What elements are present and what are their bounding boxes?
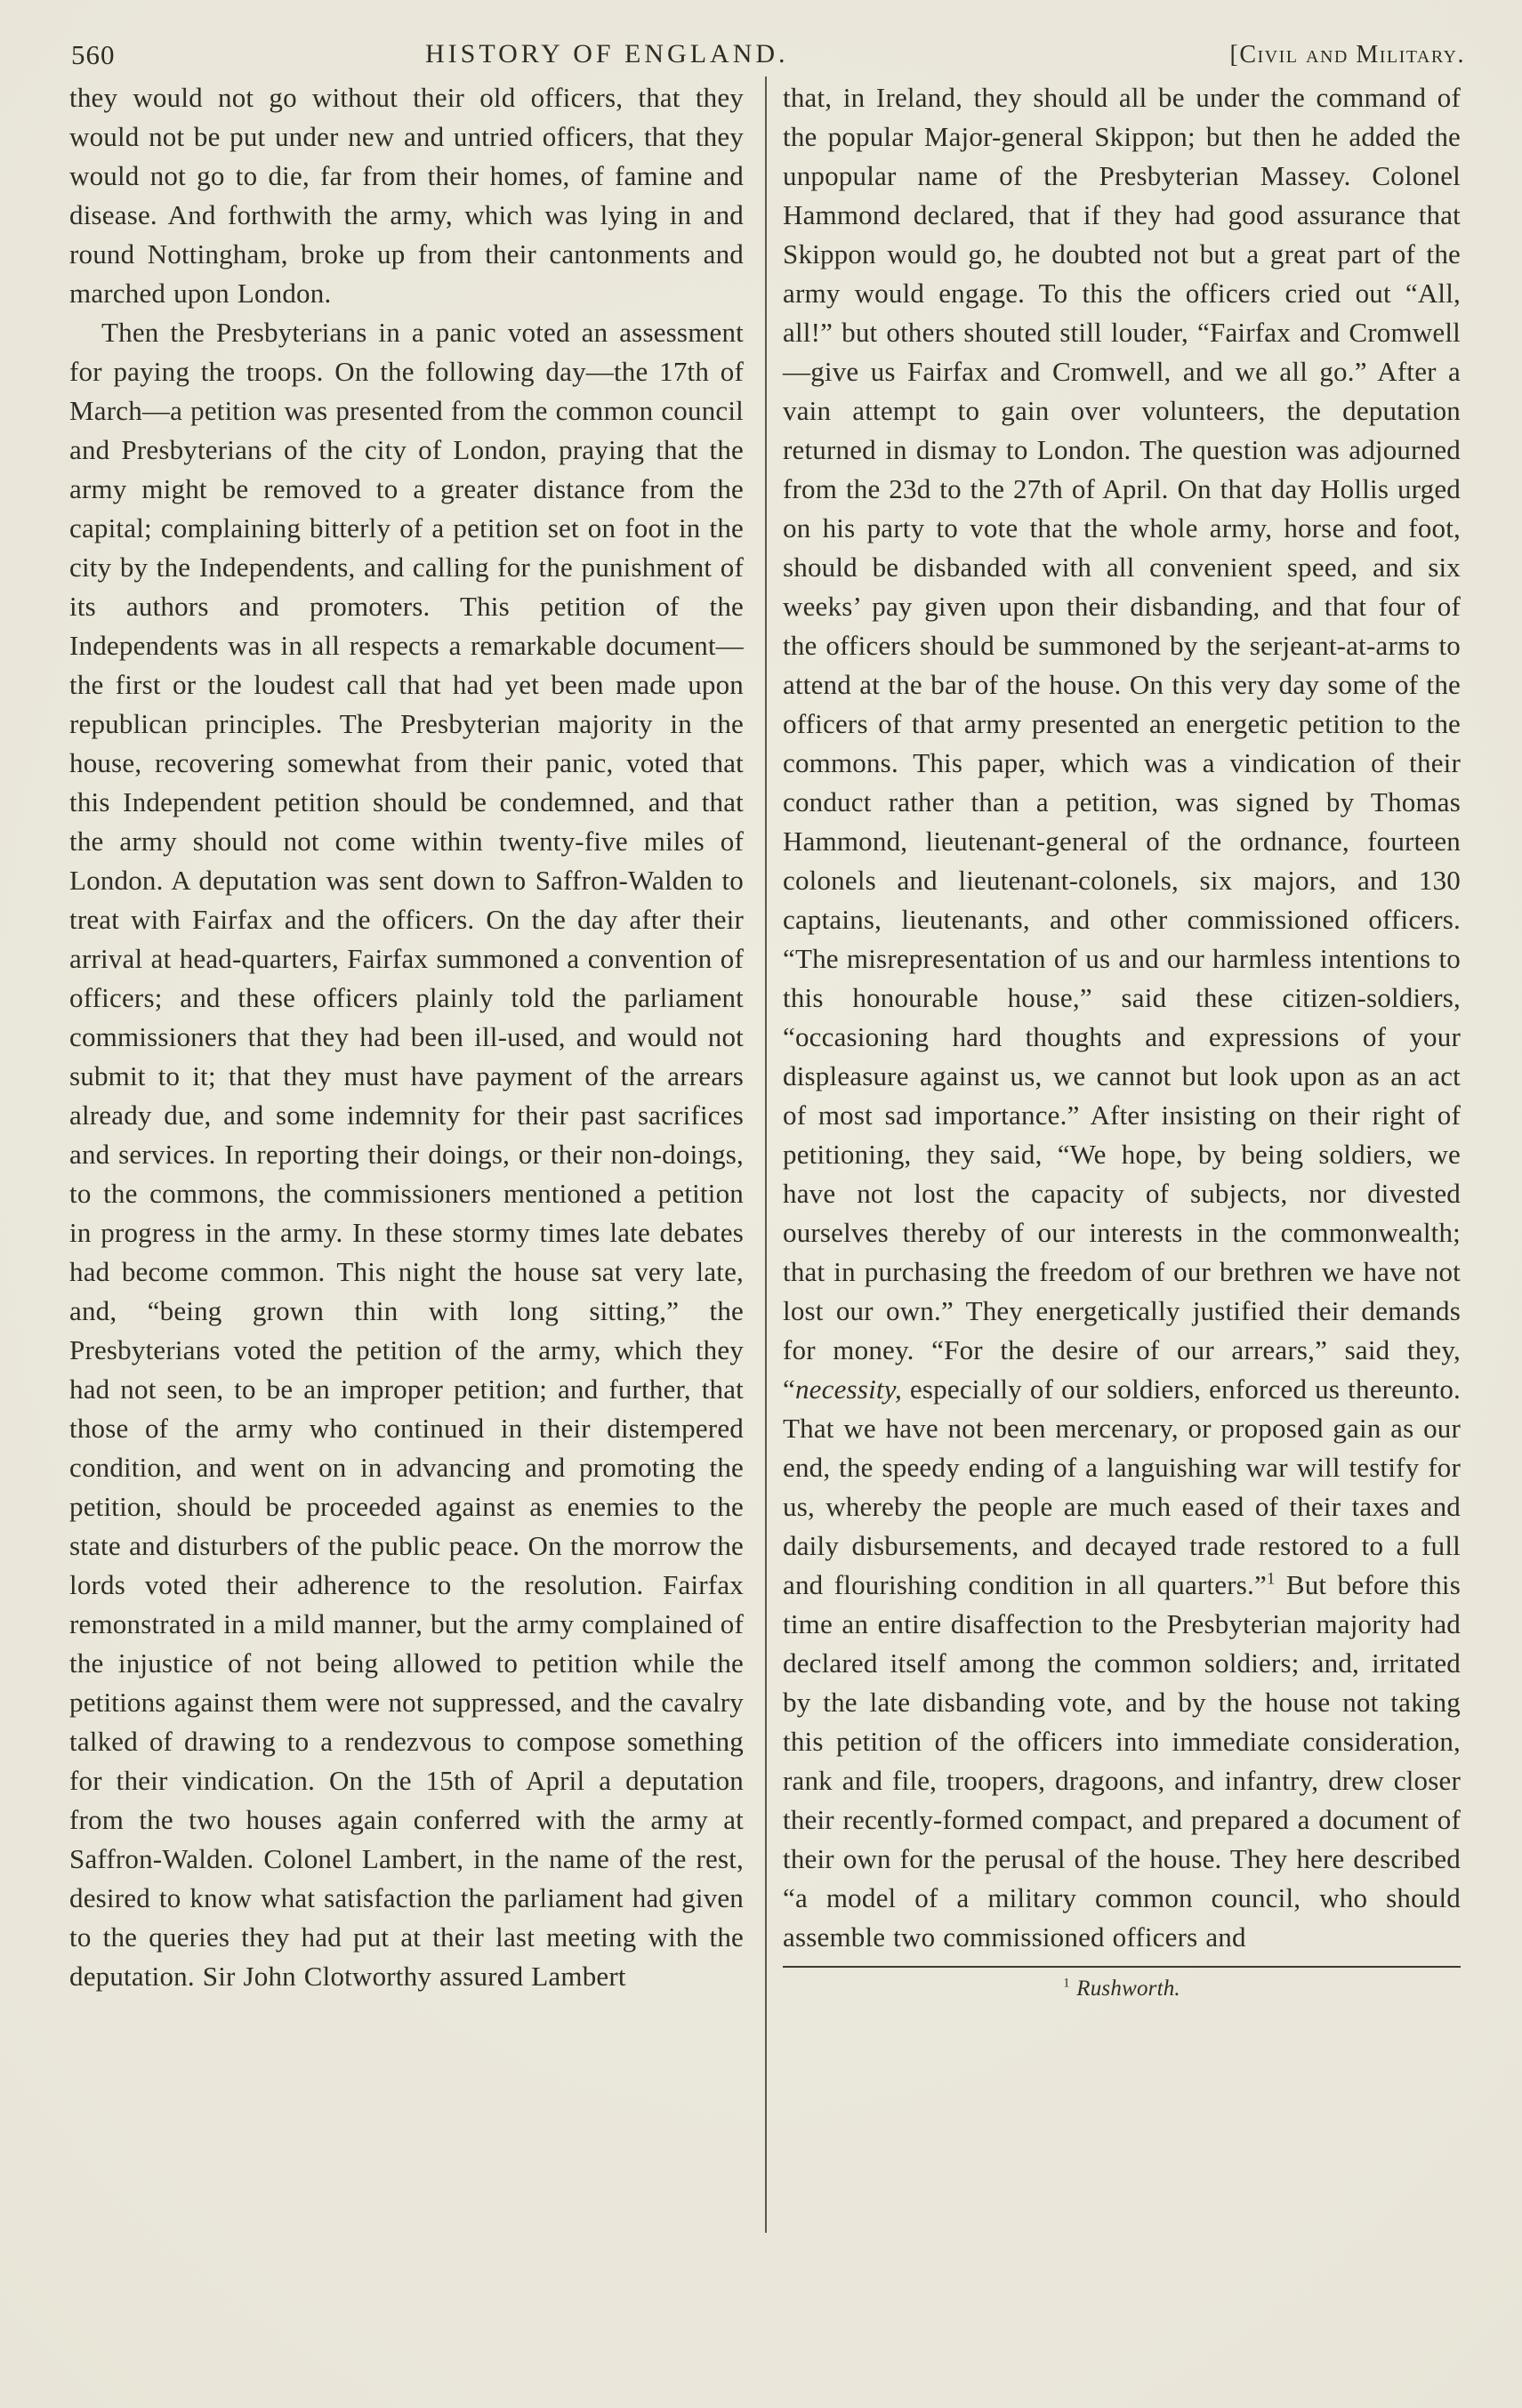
text-run: that, in Ireland, they should all be under the command of the popular Major-general Skippon; but then he added the unpopular name of the Presbyterian Massey. Colonel Hammond declared, that if they had good assurance that Skippon would go, he doubted not but a great part of the army would engage. To this the officers cried out “All, all!” but others shouted still louder, “Fairfax and Cromwell—give us Fairfax and Cromwell, and we all go.” After a vain attempt to gain over volunteers, the deputation returned in dismay to London. The question was adjourned from the 23d to the 27th of April. On that day Hollis urged on his party to vote that the whole army, horse and foot, should be disbanded with all convenient speed, and six weeks’ pay given upon their disbanding, and that four of the officers should be summoned by the serjeant-at-arms to attend at the bar of the house. On this very day some of the officers of that army presented an energetic petition to the commons. This paper, which was a vindication of their conduct rather than a petition, was signed by Thomas Hammond, lieutenant-general of the ordnance, fourteen colonels and lieutenant-colonels, six majors, and 130 captains, lieutenants, and other commissioned officers. “The misrepresentation of us and our harmless intentions to this honourable house,” said these citizen-soldiers, “occasioning hard thoughts and expressions of your displeasure against us, we cannot but look upon as an act of most sad importance.” After insisting on their right of petitioning, they said, “We hope, by being soldiers, we have not lost the capacity of subjects, nor divested ourselves thereby of our interests in the commonwealth; that in purchasing the freedom of our brethren we have not lost our own.” They energetically justified their demands for money. “For the desire of our arrears,” said they, “ — [783, 82, 1461, 1405]
text-run: especially of our soldiers, enforced us thereunto. That we have not been mercenary, or proposed gain as our end, the speedy ending of a languishing war will testify for us, whereby the people are much eased of their taxes and daily disbursements, and decayed trade restored to a full and flourishing condition in all quarters.” — [783, 1373, 1461, 1600]
italic-text-run: necessity, — [794, 1373, 902, 1405]
column-divider — [765, 77, 767, 2233]
page-header — [71, 37, 1465, 75]
paragraph — [69, 313, 744, 1996]
page-number: 560 — [71, 39, 116, 70]
section-header: [Civil and Military. — [1229, 41, 1465, 68]
paragraph — [69, 78, 744, 313]
running-title: HISTORY OF ENGLAND. — [425, 39, 789, 68]
footnote — [783, 1975, 1461, 2003]
footnote-rule — [783, 1966, 1461, 1968]
footnote-reference: 1 — [1266, 1569, 1276, 1589]
text-column-left — [69, 78, 744, 1996]
right-column-text — [783, 78, 1461, 1957]
text-run: Then the Presbyterians in a panic voted an assessment for paying the troops. On the following day—the 17th of March—a petition was presented from the common council and Presbyterians of the city of London, praying that the army might be removed to a greater distance from the capital; complaining bitterly of a petition set on foot in the city by the Independents, and calling for the punishment of its authors and promoters. This petition of the Independents was in all respects a remarkable document—the first or the loudest call that had yet been made upon republican principles. The Presbyterian majority in the house, recovering somewhat from their panic, voted that this Independent petition should be condemned, and that the army should not come within twenty-five miles of London. A deputation was sent down to Saffron-Walden to treat with Fairfax and the officers. On the day after their arrival at head-quarters, Fairfax summoned a convention of officers; and these officers plainly told the parliament commissioners that they had been ill-used, and would not submit to it; that they must have payment of the arrears already due, and some indemnity for their past sacrifices and services. In reporting their doings, or their non-doings, to the commons, the commissioners mentioned a petition in progress in the army. In these stormy times late debates had become common. This night the house sat very late, and, “being grown thin with long sitting,” the Presbyterians voted the petition of the army, which they had not seen, to be an improper petition; and further, that those of the army who continued in their distempered condition, and went on in advancing and promoting the petition, should be proceeded against as enemies to the state and disturbers of the public peace. On the morrow the lords voted their adherence to the resolution. Fairfax remonstrated in a mild manner, but the army complained of the injustice of not being allowed to petition while the petitions against them were not suppressed, and the cavalry talked of drawing to a rendezvous to compose something for their vindication. On the 15th of April a deputation from the two houses again conferred with the army at Saffron-Walden. Colonel Lambert, in the name of the rest, desired to know what satisfaction the parliament had given to the queries they had put at their last meeting with the deputation. Sir John Clotworthy assured Lambert — [69, 317, 744, 1992]
text-run: they would not go without their old officers, that they would not be put under new and untried officers, that they would not go to die, far from their homes, of famine and disease. And forthwith the army, which was lying in and round Nottingham, broke up from their cantonments and marched upon London. — [69, 82, 744, 309]
footnote-marker: 1 — [1063, 1976, 1070, 1991]
text-run: But before this time an entire disaffection to the Presbyterian majority had declared itself among the common soldiers; and, irritated by the late disbanding vote, and by the house not taking this petition of the officers into immediate consideration, rank and file, troopers, dragoons, and infantry, drew closer their recently-formed compact, and prepared a document of their own for the perusal of the house. They here described “a model of a military common council, who should assemble two commissioned officers and — [783, 1569, 1461, 1953]
footnote-text: Rushworth. — [1076, 1977, 1180, 2001]
text-column-right — [783, 78, 1461, 2003]
paragraph — [783, 78, 1461, 1957]
